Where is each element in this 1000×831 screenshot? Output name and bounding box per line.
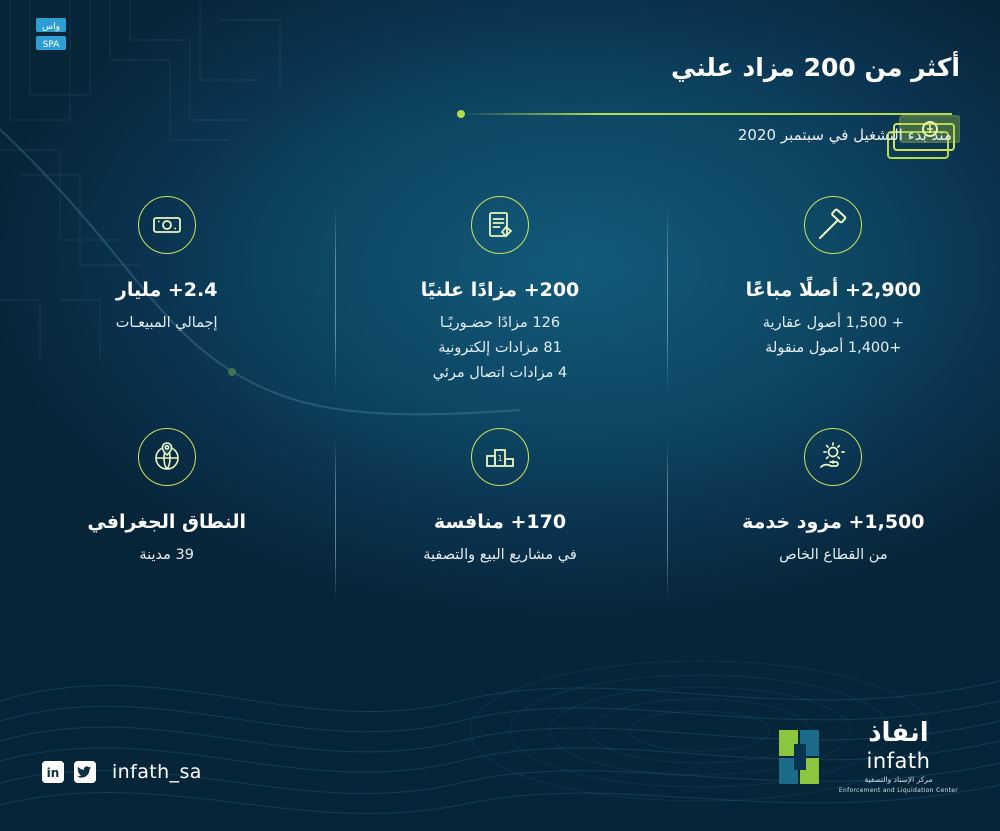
gavel-icon <box>804 196 862 254</box>
stat-details <box>693 311 974 362</box>
header <box>400 52 960 89</box>
infath-tagline-ar: مركز الإسناد والتصفية <box>864 775 933 785</box>
social-handles[interactable] <box>42 761 202 783</box>
podium-icon <box>471 428 529 486</box>
twitter-icon[interactable] <box>74 761 96 783</box>
stat-service-providers <box>667 420 1000 590</box>
stat-detail-line: 39 مدينة <box>139 546 194 563</box>
stat-details <box>359 543 640 568</box>
infath-name-en: infath <box>866 749 931 774</box>
stat-headline: 200+ مزادًا علنيًا <box>420 279 580 301</box>
linkedin-icon[interactable] <box>42 761 64 783</box>
page-title: أكثر من 200 مزاد علني <box>670 53 960 82</box>
svg-text:in: in <box>46 766 60 780</box>
stat-details <box>26 311 307 336</box>
social-handle-label[interactable]: infath_sa <box>112 761 202 783</box>
cash-icon <box>138 196 196 254</box>
stat-details <box>26 543 307 568</box>
infath-name-ar: انفاذ <box>868 718 929 749</box>
stat-detail-line: 4 مزادات اتصال مرئي <box>432 365 568 382</box>
header-divider <box>460 113 952 115</box>
stat-headline: 1,500+ مزود خدمة <box>742 511 925 533</box>
infath-logo <box>777 719 958 795</box>
stat-detail-line: من القطاع الخاص <box>779 546 888 563</box>
infath-mark-icon <box>777 726 825 788</box>
svg-text:واس: واس <box>42 22 60 32</box>
svg-text:1: 1 <box>497 454 503 463</box>
stat-detail-line: في مشاريع البيع والتصفية <box>423 546 577 563</box>
hand-gear-icon <box>804 428 862 486</box>
stat-competitions <box>333 420 666 590</box>
stat-headline: 170+ منافسة <box>433 511 567 533</box>
stat-detail-line: + 1,500 أصول عقارية <box>762 314 904 331</box>
stat-total-sales <box>0 188 333 420</box>
stat-geographic-scope <box>0 420 333 590</box>
stat-details <box>693 543 974 568</box>
stat-headline: النطاق الجغرافي <box>87 511 247 533</box>
document-checklist-icon <box>471 196 529 254</box>
svg-text:SPA: SPA <box>42 40 60 50</box>
stats-grid <box>0 188 1000 590</box>
globe-pin-icon <box>138 428 196 486</box>
infath-tagline-en: Enforcement and Liquidation Center <box>838 787 958 795</box>
stat-detail-line: +1,400 أصول منقولة <box>765 339 902 356</box>
header-subtitle: منذ بدء التشغيل في سبتمبر 2020 <box>737 126 952 144</box>
spa-logo <box>18 14 82 62</box>
stat-public-auctions <box>333 188 666 420</box>
infath-wordmark <box>839 719 958 795</box>
stat-detail-line: 81 مزادات إلكترونية <box>438 339 562 356</box>
stat-headline: 2,900+ أصلًا مباعًا <box>745 279 921 301</box>
stat-detail-line: 126 مزادًا حضـوريًـا <box>439 314 561 331</box>
stat-headline: 2.4+ مليار <box>115 279 218 301</box>
stat-detail-line: إجمالي المبيعـات <box>115 314 218 331</box>
stat-assets-sold <box>667 188 1000 420</box>
stat-details <box>359 311 640 387</box>
